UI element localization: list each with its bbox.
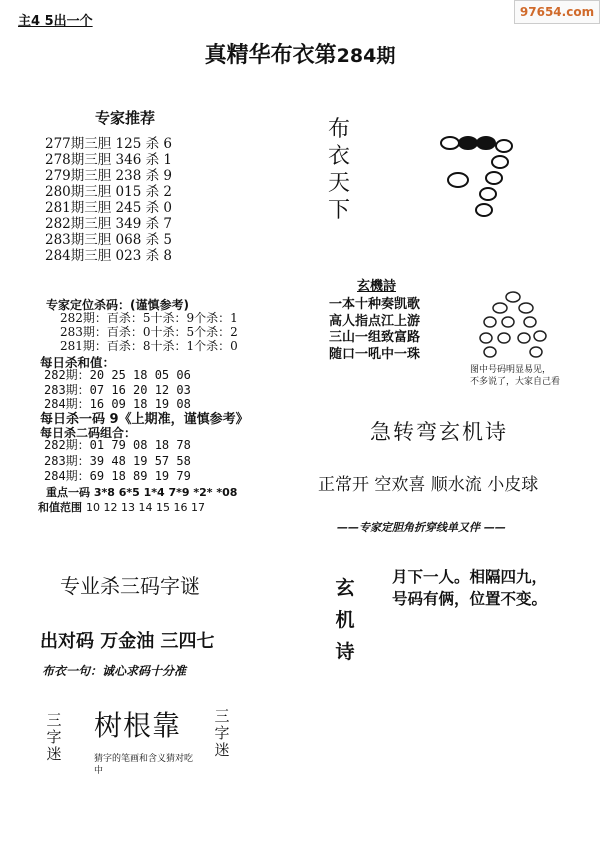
list-item: 284期：69 18 89 19 79 <box>44 469 191 483</box>
poem-line: 三山一组致富路 <box>329 330 421 345</box>
page-title <box>0 38 600 69</box>
caption-line: 不多说了，大家自己看 <box>470 377 561 387</box>
riddle-clue: 出对码 万金油 三四七 <box>40 631 215 652</box>
two-code-title: 每日杀二码组合： <box>40 426 137 440</box>
sum-range <box>38 499 205 515</box>
list-item: 281期：百杀：8十杀：1个杀：0 <box>60 339 238 353</box>
buyi-tianxia-vertical: 布衣天下 <box>327 117 350 223</box>
xuanji-poem-lines <box>329 297 420 363</box>
expert-line: ——专家定胆角折穿线单又伴 —— <box>337 521 506 534</box>
list-item: 282期：百杀：5十杀：9个杀：1 <box>60 311 238 325</box>
title-text: 真精华布衣第 <box>204 43 337 68</box>
location-kill-title: 专家定位杀码：(谨慎参考) <box>46 298 189 312</box>
title-issue: 284期 <box>336 45 396 67</box>
list-item: 284期三胆 023 杀 8 <box>45 248 172 264</box>
two-code-list <box>44 438 191 485</box>
list-item: 282期：01 79 08 18 78 <box>44 438 191 452</box>
daily-kill-title: 每日杀和值： <box>40 355 116 370</box>
poem-line: 随口一吼中一珠 <box>329 346 421 362</box>
list-item: 283期：百杀：0十杀：5个杀：2 <box>60 325 238 339</box>
list-item: 284期：16 09 18 19 08 <box>44 397 191 411</box>
riddle-right-vertical: 三字迷 <box>214 707 230 759</box>
sum-range-values: 10 12 13 14 15 16 17 <box>86 501 205 514</box>
list-item: 283期：07 16 20 12 03 <box>44 382 191 397</box>
poem-line: 高人指点江上游 <box>329 313 421 329</box>
four-phrases: 正常开 空欢喜 顺水流 小皮球 <box>318 475 539 495</box>
riddle-left-vertical: 三字迷 <box>46 711 62 763</box>
riddle-poem <box>392 566 547 610</box>
number-7-figure <box>420 130 530 230</box>
riddle-heading: 专业杀三码字谜 <box>60 574 200 598</box>
top-note: 主4 5出一个 <box>18 14 93 29</box>
list-item: 279期三胆 238 杀 9 <box>45 168 172 184</box>
list-item: 281期三胆 245 杀 0 <box>45 200 172 216</box>
list-item: 283期：39 48 19 57 58 <box>44 453 191 468</box>
list-item: 282期三胆 349 杀 7 <box>45 216 172 232</box>
expert-recommend-list <box>45 136 172 264</box>
expert-recommend-title: 专家推荐 <box>95 109 156 127</box>
daily-one-code: 每日杀一码 9《上期准，谨慎参考》 <box>40 412 249 427</box>
daily-kill-list <box>44 368 191 412</box>
poem-line: 月下一人。相隔四九， <box>392 567 548 586</box>
buyi-sentence: 布衣一句：诚心求码十分准 <box>42 664 187 678</box>
figure-caption <box>470 364 560 388</box>
sum-range-label: 和值范围 <box>38 501 82 514</box>
poem-line: 号码有俩，位置不变。 <box>392 589 548 608</box>
focus-one-code: 重点一码 3*8 6*5 1*4 7*9 *2* *08 <box>46 486 238 499</box>
brain-teaser-poem-title: 急转弯玄机诗 <box>370 420 508 444</box>
list-item: 278期三胆 346 杀 1 <box>45 152 172 168</box>
xuanji-poem-title: 玄機詩 <box>357 279 397 294</box>
caption-line: 图中号码明显易见， <box>470 365 552 375</box>
poem-line: 一本十种奏凯歌 <box>329 297 421 312</box>
list-item: 280期三胆 015 杀 2 <box>45 184 172 200</box>
number-pattern-figure <box>478 290 548 360</box>
list-item: 282期：20 25 18 05 06 <box>44 368 191 382</box>
site-watermark: 97654.com <box>514 0 600 24</box>
riddle-answer: 树根靠 <box>94 709 182 742</box>
xuanji-vertical: 玄机诗 <box>335 577 355 663</box>
list-item: 283期三胆 068 杀 5 <box>45 232 172 248</box>
location-kill-list <box>60 311 238 353</box>
list-item: 277期三胆 125 杀 6 <box>45 136 172 152</box>
riddle-hint: 猜字的笔画和含义猜对吃中 <box>94 754 194 776</box>
